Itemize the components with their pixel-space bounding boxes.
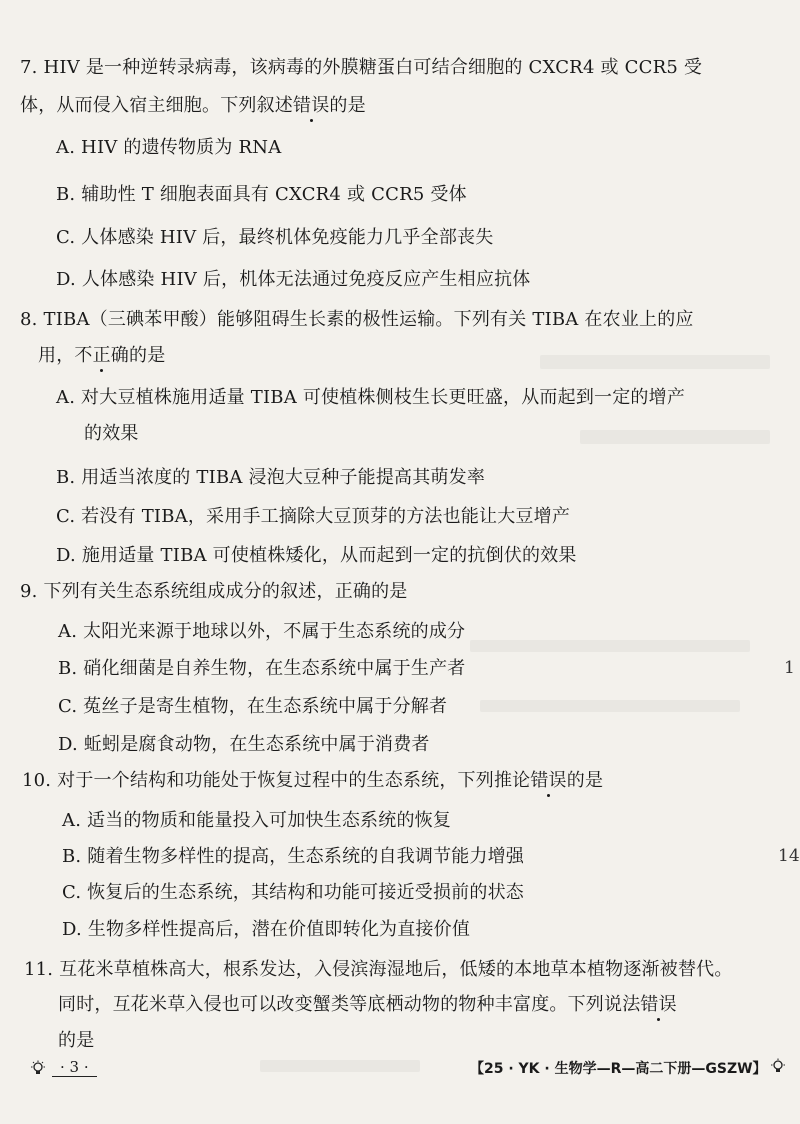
q10-stem-end: 的是 bbox=[566, 770, 604, 791]
q8-option-c: C. 若没有 TIBA，采用手工摘除大豆顶芽的方法也能让大豆增产 bbox=[56, 506, 571, 527]
q10-stem-text: 10. 对于一个结构和功能处于恢复过程中的生态系统，下列推论 bbox=[22, 770, 531, 791]
page-footer-left bbox=[30, 1058, 97, 1077]
q7-option-b: B. 辅助性 T 细胞表面具有 CXCR4 或 CCR5 受体 bbox=[56, 184, 467, 205]
q10-emphasis: 错误 bbox=[530, 770, 567, 791]
page-number: · 3 · bbox=[52, 1058, 97, 1077]
q11-stem-line3: 的是 bbox=[58, 1030, 95, 1051]
q11-stem-line2 bbox=[58, 993, 677, 1017]
bleed-through-mark bbox=[260, 1060, 420, 1072]
q8-option-b: B. 用适当浓度的 TIBA 浸泡大豆种子能提高其萌发率 bbox=[56, 467, 486, 488]
q7-emphasis: 错误 bbox=[293, 95, 330, 116]
q10-stem bbox=[22, 769, 603, 793]
q11-emphasis: 错误 bbox=[640, 994, 677, 1015]
q7-stem-end: 的是 bbox=[329, 95, 366, 116]
lightbulb-icon bbox=[30, 1060, 46, 1076]
q10-option-b: B. 随着生物多样性的提高，生态系统的自我调节能力增强 bbox=[62, 846, 525, 867]
margin-number: 14 bbox=[778, 846, 800, 866]
q8-stem-line2 bbox=[38, 344, 165, 368]
q7-option-a: A. HIV 的遗传物质为 RNA bbox=[56, 137, 282, 158]
q7-stem-line2 bbox=[20, 94, 366, 118]
bleed-through-mark bbox=[580, 430, 770, 444]
q9-option-b: B. 硝化细菌是自养生物，在生态系统中属于生产者 bbox=[58, 658, 466, 679]
q10-option-a: A. 适当的物质和能量投入可加快生态系统的恢复 bbox=[62, 810, 452, 831]
lightbulb-icon bbox=[770, 1058, 786, 1074]
margin-number: 1 bbox=[784, 658, 795, 678]
q9-option-c: C. 菟丝子是寄生植物，在生态系统中属于分解者 bbox=[58, 696, 448, 717]
bleed-through-mark bbox=[480, 700, 740, 712]
q11-stem-line1: 11. 互花米草植株高大，根系发达，入侵滨海湿地后，低矮的本地草本植物逐渐被替代。 bbox=[24, 959, 733, 980]
q9-stem: 9. 下列有关生态系统组成成分的叙述，正确的是 bbox=[20, 581, 408, 602]
q10-option-d: D. 生物多样性提高后，潜在价值即转化为直接价值 bbox=[62, 919, 471, 940]
q8-stem-line1: 8. TIBA（三碘苯甲酸）能够阻碍生长素的极性运输。下列有关 TIBA 在农业上的应 bbox=[20, 309, 694, 330]
q8-stem-text: 用， bbox=[38, 345, 75, 366]
page-number-value: 3 bbox=[69, 1058, 80, 1076]
bleed-through-mark bbox=[470, 640, 750, 652]
q8-option-a-line2: 的效果 bbox=[84, 423, 139, 444]
q9-option-d: D. 蚯蚓是腐食动物，在生态系统中属于消费者 bbox=[58, 734, 430, 755]
q10-option-c: C. 恢复后的生态系统，其结构和功能可接近受损前的状态 bbox=[62, 882, 524, 903]
q8-option-a-line1: A. 对大豆植株施用适量 TIBA 可使植株侧枝生长更旺盛，从而起到一定的增产 bbox=[56, 387, 686, 408]
q9-option-a: A. 太阳光来源于地球以外，不属于生态系统的成分 bbox=[58, 621, 466, 642]
q7-stem-text: 体，从而侵入宿主细胞。下列叙述 bbox=[20, 95, 293, 116]
q8-emphasis: 不正确 bbox=[74, 345, 130, 366]
q7-option-c: C. 人体感染 HIV 后，最终机体免疫能力几乎全部丧失 bbox=[56, 227, 494, 248]
q7-stem-line1: 7. HIV 是一种逆转录病毒，该病毒的外膜糖蛋白可结合细胞的 CXCR4 或 CCR5 受 bbox=[20, 57, 703, 78]
q7-option-d: D. 人体感染 HIV 后，机体无法通过免疫反应产生相应抗体 bbox=[56, 269, 531, 290]
q11-stem-text: 同时，互花米草入侵也可以改变蟹类等底栖动物的物种丰富度。下列说法 bbox=[58, 994, 641, 1015]
q8-option-d: D. 施用适量 TIBA 可使植株矮化，从而起到一定的抗倒伏的效果 bbox=[56, 545, 577, 566]
bleed-through-mark bbox=[540, 355, 770, 369]
exam-code: 【25 · YK · 生物学—R—高二下册—GSZW】 bbox=[470, 1061, 767, 1077]
q8-stem-end: 的是 bbox=[129, 345, 166, 366]
